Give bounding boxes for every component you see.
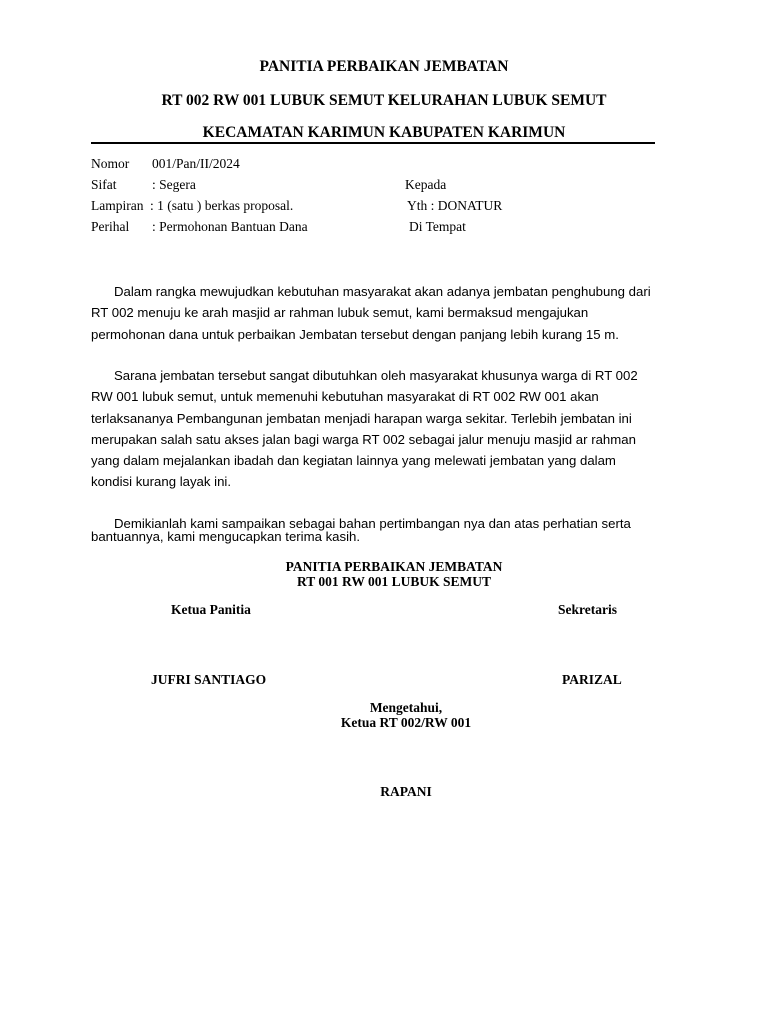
recipient-kepada: Kepada — [405, 177, 447, 192]
body-paragraph-3 — [91, 518, 676, 543]
paragraph-line: permohonan dana untuk perbaikan Jembatan tersebut dengan panjang lebih kurang 15 m. — [91, 326, 619, 342]
recipient-yth: Yth : DONATUR — [407, 198, 503, 213]
body-paragraph-1 — [91, 281, 676, 345]
paragraph-line: Sarana jembatan tersebut sangat dibutuhkan oleh masyarakat khusunya warga di RT 002 — [114, 368, 638, 383]
closing-org-name: PANITIA PERBAIKAN JEMBATAN — [285, 559, 503, 574]
paragraph-line: Dalam rangka mewujudkan kebutuhan masyarakat akan adanya jembatan penghubung dari — [114, 284, 651, 299]
paragraph-line: bantuannya, kami mengucapkan terima kasih. — [91, 528, 361, 544]
mengetahui-label: Mengetahui, — [369, 700, 443, 715]
paragraph-line: kondisi kurang layak ini. — [91, 474, 232, 490]
paragraph-line: RT 002 menuju ke arah masjid ar rahman lubuk semut, kami bermaksud mengajukan — [91, 305, 589, 321]
perihal-value: : Permohonan Bantuan Dana — [152, 219, 308, 234]
letterhead-title: PANITIA PERBAIKAN JEMBATAN — [259, 58, 509, 75]
sifat-label: Sifat — [91, 177, 117, 192]
recipient-place: Di Tempat — [409, 219, 466, 234]
nomor-value: 001/Pan/II/2024 — [152, 156, 240, 171]
closing-org-address: RT 001 RW 001 LUBUK SEMUT — [297, 574, 491, 589]
nomor-label: Nomor — [91, 156, 130, 171]
body-paragraph-2 — [91, 365, 676, 493]
sekretaris-name: PARIZAL — [562, 672, 622, 687]
paragraph-line: merupakan salah satu akses jalan bagi warga RT 002 sebagai jalur menuju masjid ar rahman — [91, 431, 636, 447]
perihal-label: Perihal — [91, 219, 130, 234]
paragraph-line: yang dalam mejalankan ibadah dan kegiatan lainnya yang melewati jembatan yang dalam — [91, 453, 616, 469]
letterhead-address: RT 002 RW 001 LUBUK SEMUT KELURAHAN LUBUK SEMUT — [161, 92, 607, 109]
ketua-panitia-title: Ketua Panitia — [171, 602, 251, 617]
lampiran-label: Lampiran — [91, 198, 144, 213]
lampiran-value: : 1 (satu ) berkas proposal. — [150, 198, 294, 213]
paragraph-line: RW 001 lubuk semut, untuk memenuhi kebutuhan masyarakat di RT 002 RW 001 akan — [91, 389, 599, 405]
letterhead-district: KECAMATAN KARIMUN KABUPATEN KARIMUN — [202, 124, 566, 141]
ketua-rt-name: RAPANI — [380, 784, 432, 799]
ketua-rt-title: Ketua RT 002/RW 001 — [340, 715, 472, 730]
letterhead-divider — [91, 142, 655, 144]
sekretaris-title: Sekretaris — [558, 602, 617, 617]
paragraph-line: terlaksananya Pembangunan jembatan menjadi harapan warga sekitar. Terlebih jembatan ini — [91, 410, 632, 426]
ketua-panitia-name: JUFRI SANTIAGO — [151, 672, 267, 687]
paragraph-line: Demikianlah kami sampaikan sebagai bahan pertimbangan nya dan atas perhatian serta — [114, 516, 631, 531]
sifat-value: : Segera — [152, 177, 196, 192]
